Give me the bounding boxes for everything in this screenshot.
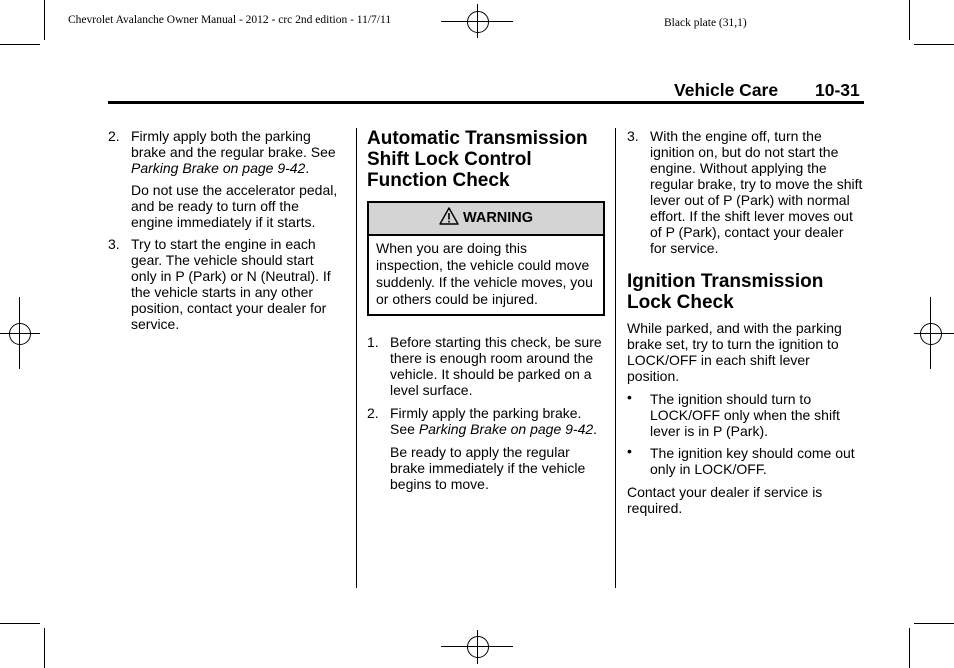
intro-paragraph: While parked, and with the parking brake set, try to turn the ignition to LOCK/OFF in each shift lever position. [627, 320, 842, 384]
bullet-item [627, 391, 863, 439]
bullet-text: The ignition should turn to LOCK/OFF only when the shift lever is in P (Park). [650, 391, 840, 439]
crop-mark [909, 628, 910, 668]
list-item [367, 405, 605, 437]
list-item [627, 128, 863, 256]
list-item [108, 128, 340, 176]
closing-paragraph: Contact your dealer if service is required. [627, 484, 823, 516]
list-item [367, 334, 605, 398]
item-continuation: Do not use the accelerator pedal, and be ready to turn off the engine immediately if it starts. [131, 182, 338, 230]
plate-label: Black plate (31,1) [664, 17, 747, 29]
item-text-end: . [305, 160, 310, 176]
bullet-symbol: • [627, 443, 632, 459]
item-text: Try to start the engine in each gear. The vehicle should start only in P (Park) or N (Neutral). If the vehicle starts in any other position, contact your dealer for service. [131, 236, 331, 332]
crop-mark [44, 0, 45, 40]
item-number: 1. [367, 334, 379, 350]
crop-mark [44, 628, 45, 668]
warning-label: WARNING [462, 210, 534, 226]
bullet-text: The ignition key should come out only in LOCK/OFF. [650, 445, 855, 477]
item-text: Firmly apply both the parking brake and the regular brake. See [131, 128, 336, 160]
section-heading: Ignition Transmission Lock Check [627, 271, 824, 313]
item-text: Firmly apply the parking brake. See [390, 405, 582, 437]
crop-mark [909, 0, 910, 40]
item-text-end: . [593, 421, 598, 437]
warning-box [367, 201, 605, 316]
document-info: Chevrolet Avalanche Owner Manual - 2012 - crc 2nd edition - 11/7/11 [68, 14, 392, 26]
list-item [108, 236, 340, 332]
column-left [108, 128, 340, 332]
warning-header [369, 203, 603, 236]
warning-icon [439, 207, 459, 225]
section-heading: Automatic Transmission Shift Lock Control Function Check [367, 128, 588, 191]
page-number: 10-31 [815, 80, 860, 100]
crop-mark [0, 44, 40, 45]
item-number: 2. [108, 128, 120, 144]
column-right [627, 128, 863, 516]
item-continuation: Be ready to apply the regular brake immediately if the vehicle begins to move. [390, 444, 586, 492]
crop-mark [914, 44, 954, 45]
crop-mark [0, 623, 40, 624]
item-number: 3. [108, 236, 120, 252]
bullet-symbol: • [627, 389, 632, 405]
item-text: With the engine off, turn the ignition on, but do not start the engine. Without applying the regular brake, try to move the shift lever out of P (Park) with normal effort. If the shift lever moves out of P (Park), contact your dealer for service. [650, 128, 863, 256]
cross-reference[interactable]: Parking Brake on page 9-42 [131, 160, 306, 176]
item-text: Before starting this check, be sure there is enough room around the vehicle. It should be parked on a level surface. [390, 334, 602, 398]
column-divider [615, 128, 616, 588]
item-number: 2. [367, 405, 379, 421]
header-rule [108, 101, 864, 104]
section-title: Vehicle Care [674, 80, 779, 100]
item-number: 3. [627, 128, 639, 144]
warning-text: When you are doing this inspection, the vehicle could move suddenly. If the vehicle moves, you or others could be injured. [376, 240, 593, 307]
bullet-item [627, 445, 863, 477]
column-middle [367, 128, 605, 492]
cross-reference[interactable]: Parking Brake on page 9-42 [418, 421, 594, 437]
column-divider [356, 128, 357, 588]
crop-mark [914, 623, 954, 624]
